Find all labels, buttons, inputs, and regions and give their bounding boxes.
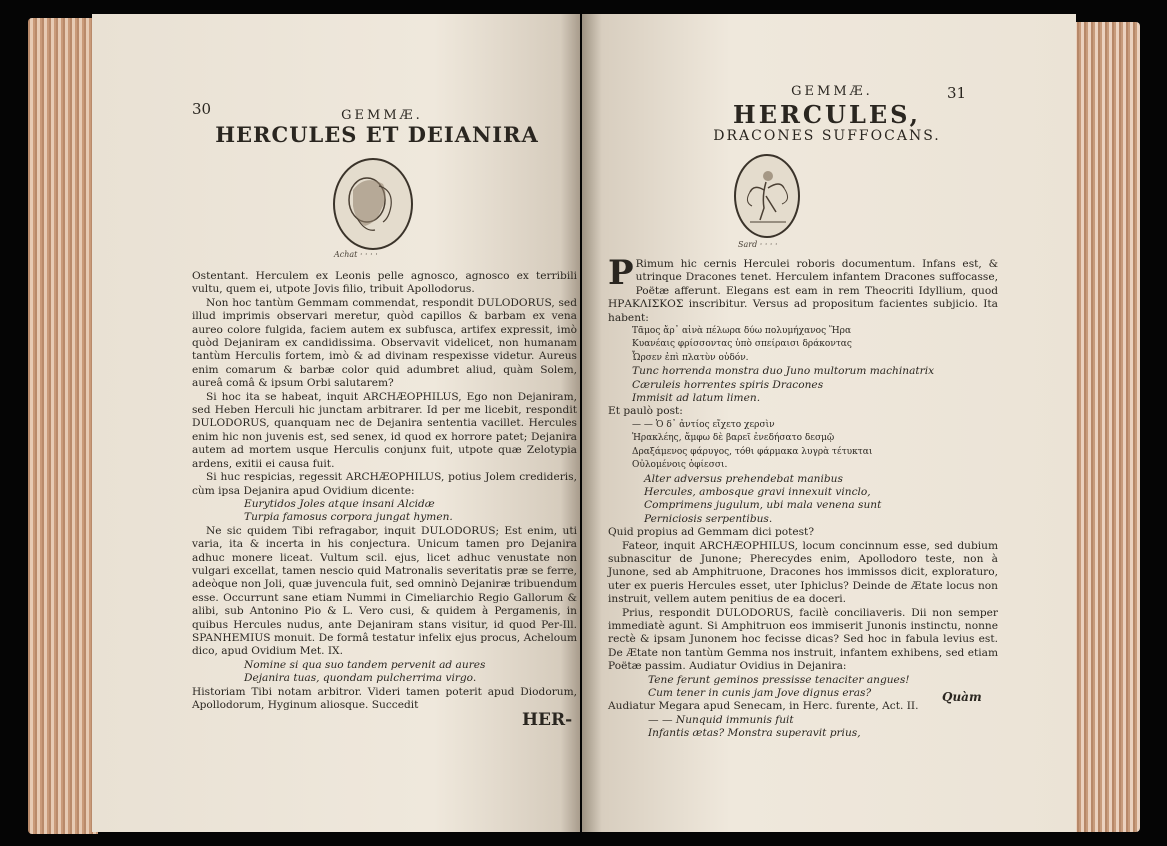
catchword-left: HER- [522, 710, 573, 730]
paragraph-3: Fateor, inquit ARCHÆOPHILUS, locum concinnum esse, sed dubium subnascitur de Junone; Pherecydes enim, Apollodoro teste, non à Junone, sed ab Amphitruone, Dracones hos immissos dicit, exploraturo, uter ex pueris Hercules esset, uter Iphiclus? Deinde de Ætate locus non instruit, vellem autem penitius de ea doceri. [608, 539, 998, 606]
paragraph-5: Ne sic quidem Tibi refragabor, inquit DULODORUS; Est enim, uti varia, ita & incerta in his conjectura. Unicum tamen pro Dejanira adhuc monere liceat. Vultum scil. ejus, licet adhuc venustate non vulgari excellat, tamen nescio quid Matronalis severitatis præ se ferre, adeòque non Joli, quæ juvencula fuit, sed omninò Dejaniræ tribuendum esse. Occurrunt sane etiam Nummi in Cimeliarchio Regio Gallorum & alibi, sub Antonino Pio & L. Vero cusi, & quidem à Pergamenis, in quibus Hercules nudus, ante Dejaniram stans visitur, id quod Per-Ill. SPANHEMIUS monuit. De formâ testatur infelix ejus procus, Acheloum dico, apud Ovidium Met. IX. [192, 524, 577, 658]
verse-line: — — Nunquid immunis fuit [648, 713, 794, 726]
verse-line: Dejanira tuas, quondam pulcherrima virgo. [244, 672, 477, 685]
paragraph-6: Historiam Tibi notam arbitror. Videri tamen poterit apud Diodorum, Apollodorum, Hyginum aliosque. Succedit [192, 685, 577, 711]
greek-line: Οὐλομένοις ὀφίεσσι. [632, 460, 728, 471]
paragraph-2: Non hoc tantùm Gemmam commendat, respondit DULODORUS, sed illud imprimis observari meretur, quòd capillos & barbam ex vena aureo colore fulgida, faciem autem ex subfusca, artifex expressit, imò quòd Dejaniram ex candidissima. Observavit videlicet, non humanam tantùm Herculis fortem, imò & ad divinam respexisse videtur. Aureus enim comarum & barbæ color quid adumbret aliud, quàm Solem, aureâ comâ & ipsum Orbi salutarem? [192, 296, 577, 390]
drop-cap: P [608, 253, 634, 293]
gem-caption-left: Achat · · · · [334, 250, 378, 259]
et-paulo-post: Et paulò post: [608, 405, 683, 418]
verse-line: Hercules, ambosque gravi innexuit vinclo, [644, 485, 871, 498]
greek-line: Ἡρακλέης, ἄμφω δὲ βαρεῖ ἐνεδήσατο δεσμῷ [632, 433, 835, 444]
body-text-left [192, 270, 577, 712]
verse-line: Cæruleis horrentes spiris Dracones [632, 378, 824, 391]
verse-line: Immisit ad latum limen. [632, 392, 761, 405]
greek-line: Τᾶμος ἄρ᾽ αἰνὰ πέλωρα δύω πολυμήχανος Ἥρα [632, 326, 852, 337]
greek-line: Κυανέαις φρίσσοντας ὑπὸ σπείραισι δράκοντας [632, 339, 852, 350]
running-head-right: GEMMÆ. [791, 84, 873, 99]
greek-line: — — Ὁ δ᾽ ἀντίος εἴχετο χερσὶν [632, 419, 775, 430]
paragraph-1: Rimum hic cernis Herculei roboris documentum. Infans est, & utrinque Dracones tenet. Herculem infantem Dracones suffocasse, Poëtæ afferunt. Elegans est eam in rem Theocriti Idyllium, quod ΗΡΑΚΛΙΣΚΟΣ inscribitur. Versus ad propositum facientes subjicio. Ita habent: [608, 258, 998, 324]
gem-engraving-figure [736, 156, 798, 236]
left-page-edges [28, 18, 98, 834]
paragraph-3: Si hoc ita se habeat, inquit ARCHÆOPHILUS, Ego non Dejaniram, sed Heben Herculi hic junctam arbitrarer. Id per me licebit, respondit DULODORUS, quanquam nec de Dejanira sententia vacillet. Hercules enim hic non juvenis est, sed senex, id quod ex horrore patet; Dejanira autem ad mortem usque Herculis conjunx fuit, utpote quæ Zelotypia ardens, exitii ei causa fuit. [192, 390, 577, 470]
verse-line: Comprimens jugulum, ubi mala venena sunt [644, 499, 882, 512]
verse-line: Cum tener in cunis jam Jove dignus eras? [648, 687, 872, 699]
page-title-right: HERCULES, [733, 100, 921, 129]
running-head-left: GEMMÆ. [341, 108, 423, 123]
body-text-right [608, 253, 998, 741]
verse-line: Alter adversus prehendebat manibus [644, 472, 843, 485]
right-page-edges [1072, 22, 1140, 832]
paragraph-2: Quid propius ad Gemmam dici potest? [608, 526, 814, 539]
paragraph-5: Audiatur Megara apud Senecam, in Herc. furente, Act. II. [608, 700, 919, 713]
paragraph-4: Si huc respicias, regessit ARCHÆOPHILUS, potius Jolem credideris, cùm ipsa Dejanira apud Ovidium dicente: [192, 471, 577, 497]
page-number-right: 31 [947, 84, 967, 102]
gem-hercules-deianira-image [333, 158, 413, 250]
catchword-right: Quàm [942, 690, 982, 704]
gem-engraving-heads [335, 160, 411, 248]
verse-line: Nomine si qua suo tandem pervenit ad aures [244, 658, 486, 671]
page-title-left: HERCULES ET DEIANIRA [215, 122, 539, 147]
paragraph-1: Ostentant. Herculem ex Leonis pelle agnosco, agnosco ex terribili vultu, quem ei, utpote Jovis filio, tribuit Apollodorus. [192, 270, 577, 296]
paragraph-4: Prius, respondit DULODORUS, facilè conciliaveris. Dii non semper immediatè agunt. Si Amphitruon eos immiserit Junonis instinctu, nonne rectè & ipsam Junonem hoc fecisse dicas? Sed hoc in fabula levius est. De Ætate non tantùm Gemma nos instruit, infantem exhibens, sed etiam Poëtæ passim. Audiatur Ovidius in Dejanira: [608, 606, 998, 673]
verse-line: Perniciosis serpentibus. [644, 512, 773, 525]
verse-line: Tene ferunt geminos pressisse tenaciter angues! [648, 673, 910, 686]
right-page [582, 14, 1076, 832]
verse-line: Turpia famosus corpora jungat hymen. [244, 511, 453, 524]
page-subtitle-right: DRACONES SUFFOCANS. [713, 128, 941, 144]
greek-line: Δραξάμενος φάρυγος, τόθι φάρμακα λυγρὰ τέτυκται [632, 446, 873, 457]
gem-caption-right: Sard · · · · [738, 240, 778, 249]
verse-line: Tunc horrenda monstra duo Juno multorum machinatrix [632, 365, 935, 378]
page-number-left: 30 [192, 100, 212, 118]
greek-line: Ὦρσεν ἐπὶ πλατὺν οὐδόν. [632, 352, 749, 363]
verse-line: Infantis ætas? Monstra superavit prius, [648, 727, 861, 740]
verse-line: Eurytidos Joles atque insani Alcidæ [244, 497, 435, 510]
left-page [92, 14, 580, 832]
gem-hercules-infant-image [734, 154, 800, 238]
